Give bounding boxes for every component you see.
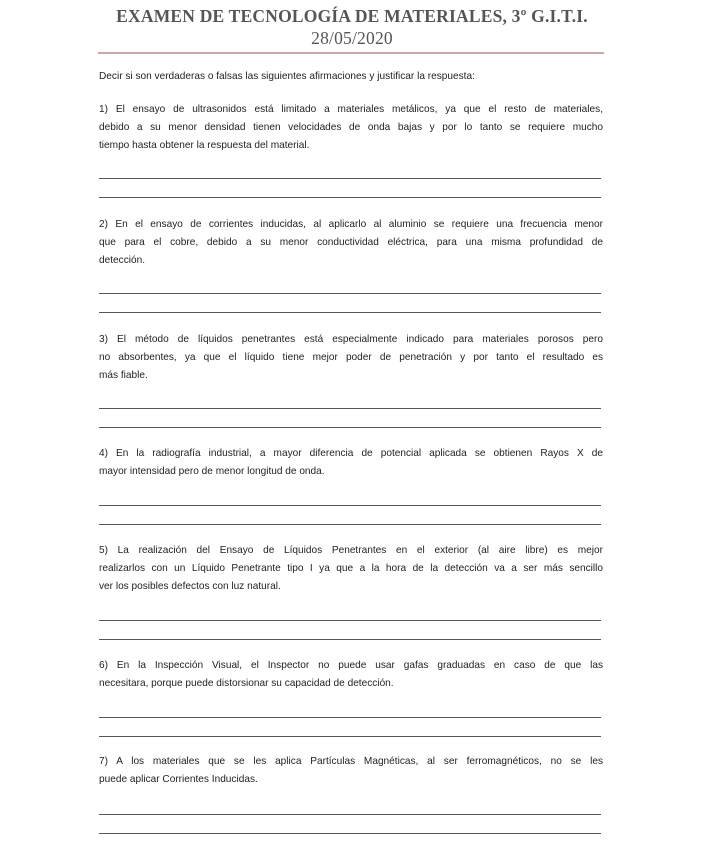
question-7-line-2: puede aplicar Corrientes Inducidas. bbox=[99, 774, 258, 785]
answer-line-4a[interactable] bbox=[99, 505, 601, 506]
answer-line-3b[interactable] bbox=[99, 427, 601, 428]
question-6-line-1: 6) En la Inspección Visual, el Inspector no puede usar gafas graduadas en caso de que las bbox=[99, 660, 603, 671]
answer-line-6b[interactable] bbox=[99, 736, 601, 737]
answer-line-6a[interactable] bbox=[99, 717, 601, 718]
question-2-line-3: detección. bbox=[99, 255, 146, 266]
question-6 bbox=[99, 657, 603, 693]
question-5-line-1: 5) La realización del Ensayo de Líquidos Penetrantes en el exterior (al aire libre) es mejor bbox=[99, 545, 603, 556]
question-1-line-2: debido a su menor densidad tienen velocidades de onda bajas y por lo tanto se requiere mucho bbox=[99, 122, 603, 133]
question-3 bbox=[99, 331, 603, 385]
question-5 bbox=[99, 542, 603, 596]
header-rule bbox=[98, 52, 604, 54]
question-4-line-2: mayor intensidad pero de menor longitud de onda. bbox=[99, 466, 325, 477]
question-1-line-3: tiempo hasta obtener la respuesta del material. bbox=[99, 140, 310, 151]
answer-line-7a[interactable] bbox=[99, 814, 601, 815]
question-3-line-2: no absorbentes, ya que el líquido tiene mejor poder de penetración y por tanto el resultado es bbox=[99, 352, 603, 363]
question-3-line-1: 3) El método de líquidos penetrantes está especialmente indicado para materiales porosos pero bbox=[99, 334, 603, 345]
question-5-line-3: ver los posibles defectos con luz natural. bbox=[99, 581, 281, 592]
answer-line-4b[interactable] bbox=[99, 524, 601, 525]
answer-line-1b[interactable] bbox=[99, 197, 601, 198]
question-1-line-1: 1) El ensayo de ultrasonidos está limitado a materiales metálicos, ya que el resto de materiales, bbox=[99, 104, 603, 115]
instructions: Decir si son verdaderas o falsas las siguientes afirmaciones y justificar la respuesta: bbox=[99, 71, 475, 82]
question-7 bbox=[99, 753, 603, 789]
answer-line-7b[interactable] bbox=[99, 833, 601, 834]
question-6-line-2: necesitara, porque puede distorsionar su capacidad de detección. bbox=[99, 678, 394, 689]
answer-line-2b[interactable] bbox=[99, 312, 601, 313]
answer-line-5a[interactable] bbox=[99, 620, 601, 621]
exam-title: EXAMEN DE TECNOLOGÍA DE MATERIALES, 3º G.I.T.I. bbox=[116, 6, 588, 26]
question-3-line-3: más fiable. bbox=[99, 370, 148, 381]
question-4-line-1: 4) En la radiografía industrial, a mayor diferencia de potencial aplicada se obtienen Rayos X de bbox=[99, 448, 603, 459]
answer-line-1a[interactable] bbox=[99, 178, 601, 179]
question-5-line-2: realizarlos con un Líquido Penetrante tipo I ya que a la hora de la detección va a ser más sencillo bbox=[99, 563, 603, 574]
question-2-line-1: 2) En el ensayo de corrientes inducidas, al aplicarlo al aluminio se requiere una frecuencia menor bbox=[99, 219, 603, 230]
answer-line-2a[interactable] bbox=[99, 293, 601, 294]
answer-line-3a[interactable] bbox=[99, 408, 601, 409]
question-4 bbox=[99, 445, 603, 481]
question-2 bbox=[99, 216, 603, 270]
question-1 bbox=[99, 101, 603, 155]
exam-date: 28/05/2020 bbox=[311, 28, 393, 48]
answer-line-5b[interactable] bbox=[99, 639, 601, 640]
question-7-line-1: 7) A los materiales que se les aplica Partículas Magnéticas, al ser ferromagnéticos, no se les bbox=[99, 756, 603, 767]
question-2-line-2: que para el cobre, debido a su menor conductividad eléctrica, para una misma profundidad de bbox=[99, 237, 603, 248]
